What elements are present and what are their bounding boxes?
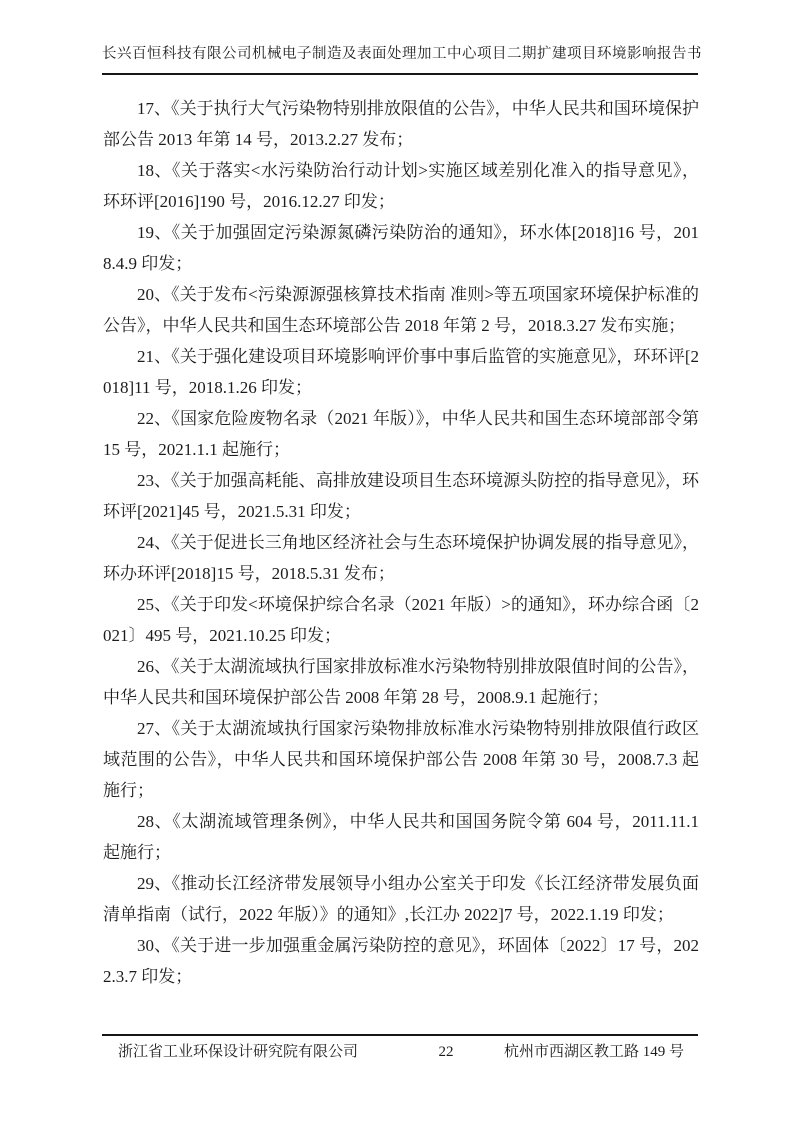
footer-page-number: 22 bbox=[438, 1044, 454, 1060]
list-item: 27、《关于太湖流域执行国家污染物排放标准水污染物特别排放限值行政区域范围的公告》，中华人民共和国环境保护部公告 2008 年第 30 号，2008.7.3 起施行； bbox=[103, 719, 699, 800]
footer-company: 浙江省工业环保设计研究院有限公司 bbox=[118, 1044, 359, 1060]
list-item: 19、《关于加强固定污染源氮磷污染防治的通知》，环水体[2018]16 号，2018.4.9 印发； bbox=[103, 223, 699, 273]
document-body bbox=[103, 93, 699, 992]
list-item: 22、《国家危险废物名录（2021 年版）》，中华人民共和国生态环境部部令第 15 号，2021.1.1 起施行； bbox=[103, 409, 699, 459]
list-item: 23、《关于加强高耗能、高排放建设项目生态环境源头防控的指导意见》，环环评[2021]45 号，2021.5.31 印发； bbox=[103, 471, 699, 521]
list-item: 30、《关于进一步加强重金属污染防控的意见》，环固体〔2022〕17 号，2022.3.7 印发； bbox=[103, 936, 699, 986]
page-header bbox=[102, 0, 702, 75]
page-footer bbox=[102, 1034, 698, 1062]
list-item: 29、《推动长江经济带发展领导小组办公室关于印发《长江经济带发展负面清单指南（试行，2022 年版）》的通知》,长江办 2022]7 号，2022.1.19 印发； bbox=[103, 874, 699, 924]
list-item: 17、《关于执行大气污染物特别排放限值的公告》，中华人民共和国环境保护部公告 2013 年第 14 号，2013.2.27 发布； bbox=[103, 99, 699, 149]
header-rule bbox=[102, 73, 698, 75]
list-item: 24、《关于促进长三角地区经济社会与生态环境保护协调发展的指导意见》，环办环评[2018]15 号，2018.5.31 发布； bbox=[103, 533, 699, 583]
list-item: 21、《关于强化建设项目环境影响评价事中事后监管的实施意见》，环环评[2018]11 号，2018.1.26 印发； bbox=[103, 347, 699, 397]
list-item: 28、《太湖流域管理条例》，中华人民共和国国务院令第 604 号，2011.11.1 起施行； bbox=[103, 812, 699, 862]
list-item: 20、《关于发布<污染源源强核算技术指南 准则>等五项国家环境保护标准的公告》，中华人民共和国生态环境部公告 2018 年第 2 号，2018.3.27 发布实施； bbox=[103, 285, 699, 335]
page-header-title: 长兴百恒科技有限公司机械电子制造及表面处理加工中心项目二期扩建项目环境影响报告书 bbox=[102, 46, 702, 62]
list-item: 26、《关于太湖流域执行国家排放标准水污染物特别排放限值时间的公告》，中华人民共和国环境保护部公告 2008 年第 28 号，2008.9.1 起施行； bbox=[103, 657, 699, 707]
footer-address: 杭州市西湖区教工路 149 号 bbox=[503, 1044, 684, 1060]
list-item: 25、《关于印发<环境保护综合名录（2021 年版）>的通知》，环办综合函〔2021〕495 号，2021.10.25 印发； bbox=[103, 595, 699, 645]
list-item: 18、《关于落实<水污染防治行动计划>实施区域差别化准入的指导意见》，环环评[2016]190 号，2016.12.27 印发； bbox=[103, 161, 699, 211]
